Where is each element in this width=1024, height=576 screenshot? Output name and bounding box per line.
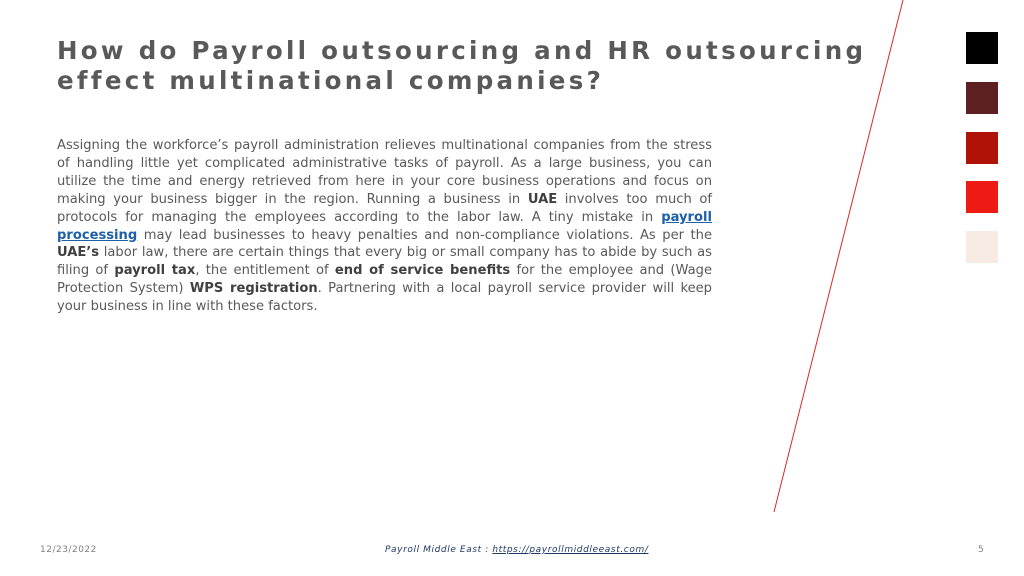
page-number: 5 xyxy=(978,545,985,555)
body-text-segment: Assigning the workforce’s payroll administration relieves multinational companies from the stress of handling little yet complicated administrative tasks of payroll. As a large business, you can utilize the time and energy retrieved from here in your core business operations and focus on making your business bigger in the region. Running a business in xyxy=(57,138,712,207)
color-swatch-4 xyxy=(966,181,998,213)
keyword-uae: UAE xyxy=(527,191,558,207)
keyword-wps-registration: WPS registration xyxy=(189,281,318,297)
footer-company-name: Payroll Middle East : xyxy=(385,545,493,555)
body-paragraph xyxy=(57,137,712,316)
color-swatch-3 xyxy=(966,132,998,164)
body-text-segment: may lead businesses to heavy penalties and non-compliance violations. As per the xyxy=(137,227,712,243)
keyword-payroll-tax: payroll tax xyxy=(114,263,196,279)
body-text-segment: . Partnering with a local payroll service provider will keep your business in line with these factors. xyxy=(57,281,712,315)
title-line-2: effect multinational companies? xyxy=(57,66,605,95)
color-swatch-5 xyxy=(966,231,998,263)
color-swatch-1 xyxy=(966,32,998,64)
footer-url-link[interactable]: https://payrollmiddleeast.com/ xyxy=(492,545,649,555)
body-text-segment: labor law, there are certain things that every big or small company has to abide by such as filing of xyxy=(57,245,712,279)
title-line-1: How do Payroll outsourcing and HR outsourcing xyxy=(57,36,867,65)
body-text-segment: involves too much of protocols for managing the employees according to the labor law. A tiny mistake in xyxy=(57,191,713,225)
footer-date: 12/23/2022 xyxy=(40,545,97,555)
color-swatch-2 xyxy=(966,82,998,114)
body-text-segment: , the entitlement of xyxy=(195,263,335,279)
keyword-uaes: UAE’s xyxy=(57,245,100,261)
body-text-segment: for the employee and (Wage Protection System) xyxy=(57,263,712,297)
footer-company xyxy=(385,545,648,555)
payroll-processing-link[interactable]: payroll processing xyxy=(57,209,712,243)
keyword-end-of-service-benefits: end of service benefits xyxy=(334,263,511,279)
slide-title xyxy=(57,36,867,96)
